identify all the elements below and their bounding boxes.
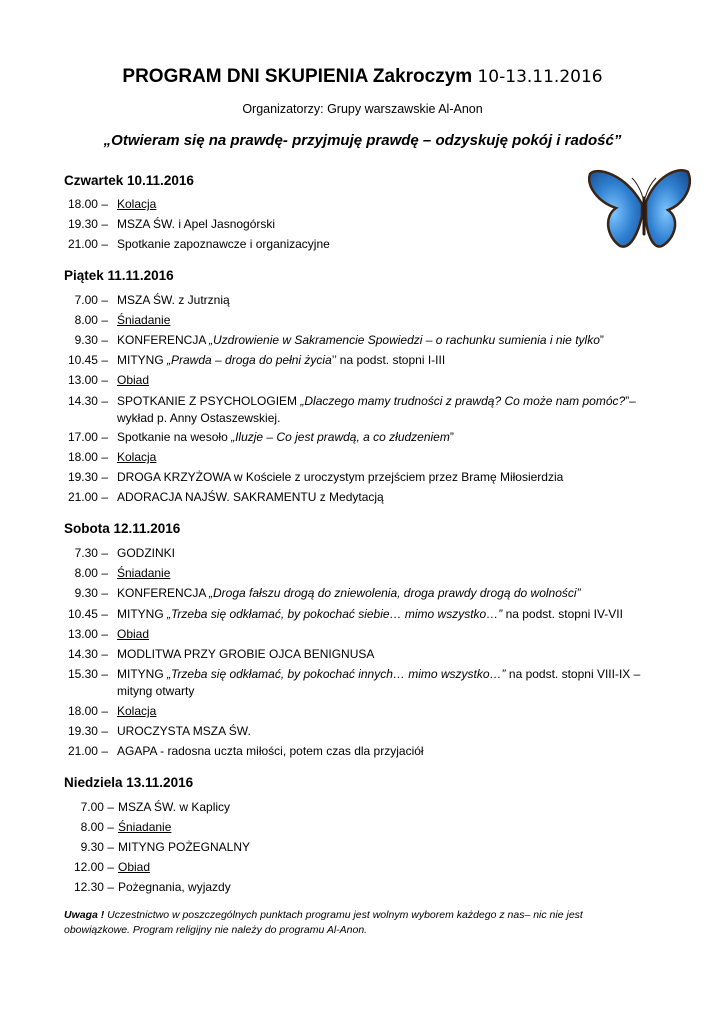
schedule-row — [60, 469, 660, 486]
schedule-time: 21.00 – — [67, 744, 108, 758]
schedule-time: 10.45 – — [67, 353, 108, 367]
schedule-time: 15.30 – — [67, 667, 108, 681]
schedule-row — [60, 703, 660, 720]
schedule-time: 7.00 – — [74, 293, 108, 307]
day-heading-thursday: Czwartek 10.11.2016 — [64, 173, 194, 188]
title-main: PROGRAM DNI SKUPIENIA Zakroczym — [122, 66, 473, 87]
schedule-text-title: „Trzeba się odkłamać, by pokochać siebie… mimo wszystko…” — [167, 607, 503, 621]
schedule-text: Kolacja — [117, 704, 157, 718]
schedule-time: 14.30 – — [67, 394, 108, 408]
schedule-text: MITYNG — [117, 667, 167, 681]
motto: „Otwieram się na prawdę- przyjmuję prawdę – odzyskuję pokój i radość” — [103, 132, 622, 149]
schedule-text: Obiad — [117, 627, 150, 641]
schedule-time: 7.30 – — [74, 546, 108, 560]
schedule-row — [60, 626, 660, 643]
schedule-text-suffix: ” — [449, 430, 454, 444]
schedule-time: 21.00 – — [67, 490, 108, 504]
schedule-time: 21.00 – — [67, 237, 108, 251]
schedule-row — [60, 216, 660, 233]
schedule-time: 13.00 – — [67, 373, 108, 387]
schedule-time: 18.00 – — [67, 450, 108, 464]
footnote-label: Uwaga ! — [64, 909, 105, 921]
schedule-row — [60, 723, 660, 740]
schedule-text-title: „Prawda – droga do pełni życia — [167, 353, 332, 367]
schedule-text-suffix: ”– wykład p. Anny Ostaszewskiej. — [117, 394, 636, 425]
schedule-text: ADORACJA NAJŚW. SAKRAMENTU z Medytacją — [117, 490, 384, 504]
title-dates: 10-13.11.2016 — [477, 67, 603, 87]
schedule-text: Śniadanie — [117, 566, 171, 580]
schedule-row — [60, 819, 660, 836]
schedule-row — [60, 839, 660, 856]
schedule-text-title: „Trzeba się odkłamać, by pokochać innych… mimo wszystko…” — [167, 667, 506, 681]
schedule-time: 8.00 – — [74, 313, 108, 327]
schedule-text: Spotkanie na wesoło — [117, 430, 232, 444]
schedule-text: KONFERENCJA — [117, 586, 210, 600]
schedule-row — [60, 879, 660, 896]
schedule-time: 17.00 – — [67, 430, 108, 444]
day-heading-friday: Piątek 11.11.2016 — [64, 268, 174, 283]
schedule-text: Kolacja — [117, 197, 157, 211]
schedule-text: MSZA ŚW. z Jutrznią — [117, 293, 230, 307]
schedule-time: 13.00 – — [67, 627, 108, 641]
schedule-text-suffix: ’’ na podst. stopni I-III — [331, 353, 446, 367]
schedule-text: UROCZYSTA MSZA ŚW. — [117, 724, 251, 738]
schedule-text-title: „Uzdrowienie w Sakramencie Spowiedzi – o rachunku sumienia i nie tylko — [209, 333, 600, 347]
schedule-row — [60, 646, 660, 663]
schedule-text: Obiad — [118, 860, 151, 874]
schedule-row — [60, 372, 660, 389]
schedule-row — [60, 449, 660, 466]
schedule-time: 19.30 – — [67, 470, 108, 484]
footnote — [64, 908, 644, 938]
schedule-time: 10.45 – — [67, 607, 108, 621]
schedule-row — [60, 292, 660, 309]
schedule-text-suffix: na podst. stopni IV-VII — [502, 607, 623, 621]
schedule-text: MITYNG — [117, 353, 167, 367]
schedule-text: Spotkanie zapoznawcze i organizacyjne — [117, 237, 330, 251]
footnote-text: Uczestnictwo w poszczególnych punktach programu jest wolnym wyborem każdego z nas– nic nie jest obowiązkowe. Program religijny nie należy do programu Al-Anon. — [64, 909, 583, 936]
schedule-row — [60, 489, 660, 506]
schedule-time: 8.00 – — [80, 820, 114, 834]
schedule-row — [60, 799, 660, 816]
schedule-time: 14.30 – — [67, 647, 108, 661]
schedule-text: Śniadanie — [117, 313, 171, 327]
day-heading-saturday: Sobota 12.11.2016 — [64, 521, 181, 536]
schedule-row — [60, 393, 660, 427]
schedule-time: 19.30 – — [67, 724, 108, 738]
schedule-text: Pożegnania, wyjazdy — [118, 880, 231, 894]
schedule-text: DROGA KRZYŻOWA w Kościele z uroczystym przejściem przez Bramę Miłosierdzia — [117, 470, 564, 484]
schedule-row — [60, 352, 660, 369]
day-heading-sunday: Niedziela 13.11.2016 — [64, 775, 194, 790]
schedule-text: KONFERENCJA — [117, 333, 210, 347]
schedule-text: Śniadanie — [118, 820, 172, 834]
schedule-text-title: „Droga fałszu drogą do zniewolenia, droga prawdy drogą do wolności” — [209, 586, 581, 600]
schedule-row — [60, 565, 660, 582]
schedule-row — [60, 312, 660, 329]
page-title — [0, 66, 725, 88]
schedule-text: MITYNG — [117, 607, 167, 621]
schedule-time: 8.00 – — [74, 566, 108, 580]
schedule-text: SPOTKANIE Z PSYCHOLOGIEM — [117, 394, 301, 408]
schedule-time: 18.00 – — [67, 197, 108, 211]
schedule-text: MODLITWA PRZY GROBIE OJCA BENIGNUSA — [117, 647, 375, 661]
schedule-text: Obiad — [117, 373, 150, 387]
schedule-row — [60, 332, 660, 349]
schedule-row — [60, 585, 660, 602]
schedule-text: MSZA ŚW. i Apel Jasnogórski — [117, 217, 276, 231]
schedule-row — [60, 196, 660, 213]
schedule-text: GODZINKI — [117, 546, 176, 560]
schedule-time: 7.00 – — [80, 800, 114, 814]
schedule-time: 18.00 – — [67, 704, 108, 718]
schedule-text-title: „Iluzje – Co jest prawdą, a co złudzeniem — [231, 430, 450, 444]
schedule-time: 12.30 – — [73, 880, 114, 894]
schedule-time: 19.30 – — [67, 217, 108, 231]
schedule-time: 12.00 – — [73, 860, 114, 874]
schedule-row — [60, 606, 660, 623]
schedule-row — [60, 666, 660, 700]
schedule-text: AGAPA - radosna uczta miłości, potem czas dla przyjaciół — [117, 744, 424, 758]
schedule-text: MITYNG POŻEGNALNY — [118, 840, 251, 854]
schedule-row — [60, 859, 660, 876]
schedule-row — [60, 743, 660, 760]
schedule-time: 9.30 – — [74, 333, 108, 347]
schedule-row — [60, 429, 660, 446]
schedule-row — [60, 236, 660, 253]
schedule-time: 9.30 – — [74, 586, 108, 600]
schedule-text-suffix: ” — [599, 333, 604, 347]
schedule-text: Kolacja — [117, 450, 157, 464]
schedule-time: 9.30 – — [80, 840, 114, 854]
schedule-text-title: „Dlaczego mamy trudności z prawdą? Co może nam pomóc? — [300, 394, 626, 408]
schedule-text: MSZA ŚW. w Kaplicy — [118, 800, 231, 814]
schedule-text-suffix: na podst. stopni VIII-IX – mityng otwarty — [117, 667, 641, 698]
organizers-line: Organizatorzy: Grupy warszawskie Al-Anon — [242, 102, 483, 116]
schedule-row — [60, 545, 660, 562]
